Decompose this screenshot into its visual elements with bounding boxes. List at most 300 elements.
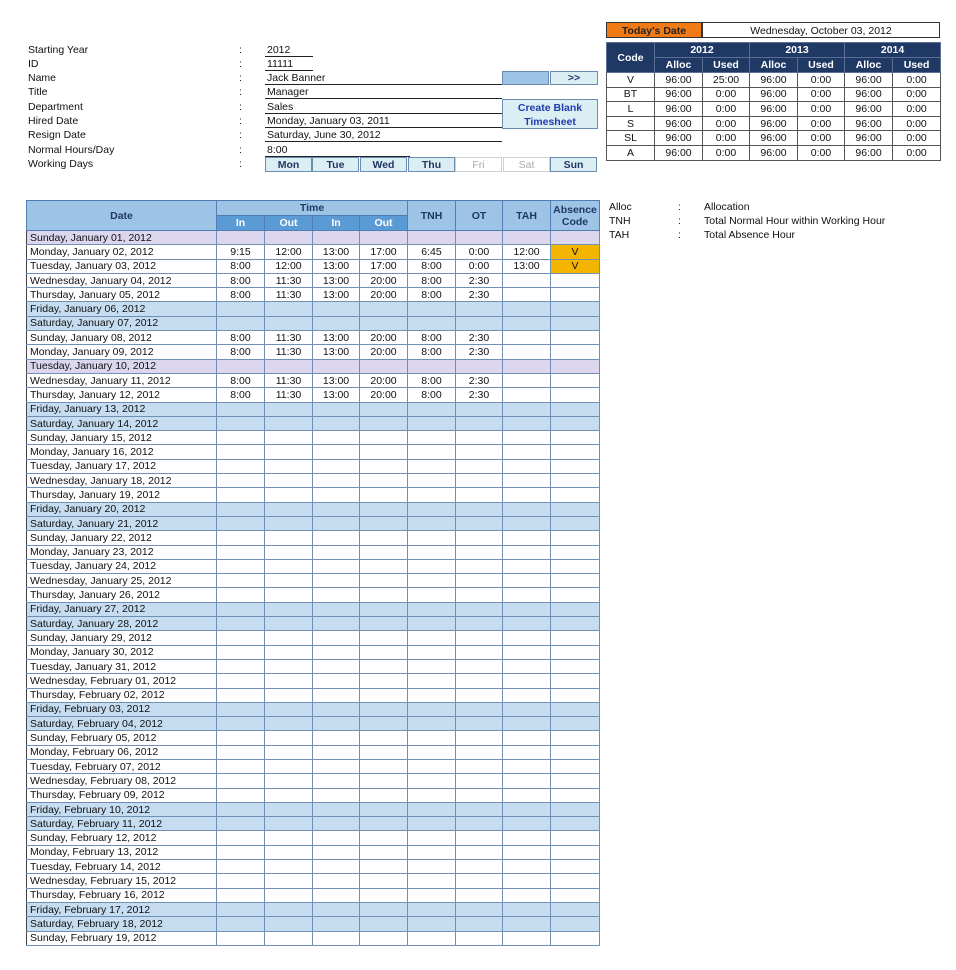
next-button[interactable]: >> bbox=[550, 71, 598, 85]
time-in-1-cell[interactable] bbox=[217, 231, 265, 245]
time-out-2-cell[interactable] bbox=[360, 402, 408, 416]
ot-cell[interactable] bbox=[456, 631, 503, 645]
tnh-cell[interactable] bbox=[408, 402, 456, 416]
ot-cell[interactable] bbox=[456, 717, 503, 731]
time-in-2-cell[interactable]: 13:00 bbox=[313, 373, 360, 387]
ot-cell[interactable] bbox=[456, 831, 503, 845]
working-day-sat[interactable]: Sat bbox=[503, 157, 550, 172]
absence-code-cell[interactable] bbox=[551, 874, 600, 888]
absence-code-cell[interactable] bbox=[551, 931, 600, 945]
time-out-2-cell[interactable]: 20:00 bbox=[360, 388, 408, 402]
ot-cell[interactable] bbox=[456, 617, 503, 631]
ot-cell[interactable] bbox=[456, 488, 503, 502]
tah-cell[interactable] bbox=[503, 774, 551, 788]
tnh-cell[interactable] bbox=[408, 631, 456, 645]
tah-cell[interactable] bbox=[503, 759, 551, 773]
time-out-2-cell[interactable] bbox=[360, 488, 408, 502]
time-in-2-cell[interactable] bbox=[313, 302, 360, 316]
time-in-1-cell[interactable] bbox=[217, 731, 265, 745]
tah-cell[interactable] bbox=[503, 516, 551, 530]
time-in-1-cell[interactable] bbox=[217, 774, 265, 788]
tah-cell[interactable] bbox=[503, 388, 551, 402]
absence-code-cell[interactable] bbox=[551, 474, 600, 488]
id-field[interactable]: 11111 bbox=[265, 57, 313, 71]
time-in-2-cell[interactable] bbox=[313, 717, 360, 731]
tah-cell[interactable] bbox=[503, 860, 551, 874]
time-out-2-cell[interactable] bbox=[360, 759, 408, 773]
time-out-2-cell[interactable] bbox=[360, 574, 408, 588]
time-out-2-cell[interactable] bbox=[360, 559, 408, 573]
time-out-2-cell[interactable] bbox=[360, 788, 408, 802]
time-out-1-cell[interactable] bbox=[265, 231, 313, 245]
ot-cell[interactable] bbox=[456, 359, 503, 373]
time-in-2-cell[interactable] bbox=[313, 431, 360, 445]
ot-cell[interactable] bbox=[456, 845, 503, 859]
time-out-2-cell[interactable] bbox=[360, 874, 408, 888]
tah-cell[interactable] bbox=[503, 316, 551, 330]
time-in-2-cell[interactable] bbox=[313, 617, 360, 631]
time-out-2-cell[interactable] bbox=[360, 688, 408, 702]
time-in-2-cell[interactable] bbox=[313, 416, 360, 430]
time-out-2-cell[interactable]: 20:00 bbox=[360, 373, 408, 387]
time-in-2-cell[interactable]: 13:00 bbox=[313, 245, 360, 259]
time-in-2-cell[interactable] bbox=[313, 531, 360, 545]
ot-cell[interactable] bbox=[456, 745, 503, 759]
tnh-cell[interactable] bbox=[408, 588, 456, 602]
tah-cell[interactable] bbox=[503, 373, 551, 387]
time-out-1-cell[interactable] bbox=[265, 302, 313, 316]
time-out-2-cell[interactable] bbox=[360, 731, 408, 745]
absence-code-cell[interactable] bbox=[551, 617, 600, 631]
absence-code-cell[interactable] bbox=[551, 516, 600, 530]
time-out-2-cell[interactable] bbox=[360, 316, 408, 330]
time-in-1-cell[interactable] bbox=[217, 402, 265, 416]
tnh-cell[interactable] bbox=[408, 516, 456, 530]
time-out-1-cell[interactable] bbox=[265, 631, 313, 645]
time-out-1-cell[interactable] bbox=[265, 516, 313, 530]
tah-cell[interactable] bbox=[503, 359, 551, 373]
tah-cell[interactable] bbox=[503, 659, 551, 673]
absence-code-cell[interactable] bbox=[551, 359, 600, 373]
create-blank-timesheet-button[interactable] bbox=[502, 99, 598, 129]
tah-cell[interactable] bbox=[503, 302, 551, 316]
tnh-cell[interactable] bbox=[408, 817, 456, 831]
time-out-2-cell[interactable] bbox=[360, 659, 408, 673]
time-out-1-cell[interactable] bbox=[265, 874, 313, 888]
time-out-1-cell[interactable] bbox=[265, 359, 313, 373]
ot-cell[interactable]: 0:00 bbox=[456, 259, 503, 273]
absence-code-cell[interactable] bbox=[551, 231, 600, 245]
tnh-cell[interactable]: 8:00 bbox=[408, 388, 456, 402]
tnh-cell[interactable] bbox=[408, 659, 456, 673]
tah-cell[interactable] bbox=[503, 559, 551, 573]
time-out-2-cell[interactable] bbox=[360, 902, 408, 916]
time-out-2-cell[interactable] bbox=[360, 845, 408, 859]
tnh-cell[interactable] bbox=[408, 731, 456, 745]
absence-code-cell[interactable] bbox=[551, 631, 600, 645]
time-out-2-cell[interactable] bbox=[360, 588, 408, 602]
ot-cell[interactable]: 2:30 bbox=[456, 273, 503, 287]
tah-cell[interactable] bbox=[503, 931, 551, 945]
ot-cell[interactable] bbox=[456, 931, 503, 945]
time-in-1-cell[interactable]: 8:00 bbox=[217, 345, 265, 359]
tnh-cell[interactable]: 8:00 bbox=[408, 288, 456, 302]
tah-cell[interactable] bbox=[503, 445, 551, 459]
time-out-1-cell[interactable] bbox=[265, 588, 313, 602]
tah-cell[interactable] bbox=[503, 631, 551, 645]
tnh-cell[interactable] bbox=[408, 602, 456, 616]
time-out-1-cell[interactable] bbox=[265, 774, 313, 788]
tnh-cell[interactable]: 8:00 bbox=[408, 259, 456, 273]
time-in-2-cell[interactable] bbox=[313, 602, 360, 616]
time-in-2-cell[interactable]: 13:00 bbox=[313, 259, 360, 273]
time-in-2-cell[interactable] bbox=[313, 502, 360, 516]
time-in-1-cell[interactable] bbox=[217, 416, 265, 430]
ot-cell[interactable] bbox=[456, 802, 503, 816]
time-in-1-cell[interactable] bbox=[217, 588, 265, 602]
tah-cell[interactable] bbox=[503, 431, 551, 445]
time-in-2-cell[interactable] bbox=[313, 359, 360, 373]
absence-code-cell[interactable] bbox=[551, 888, 600, 902]
tah-cell[interactable] bbox=[503, 602, 551, 616]
time-in-1-cell[interactable] bbox=[217, 545, 265, 559]
time-in-1-cell[interactable] bbox=[217, 645, 265, 659]
tah-cell[interactable] bbox=[503, 745, 551, 759]
time-in-2-cell[interactable] bbox=[313, 831, 360, 845]
time-in-1-cell[interactable] bbox=[217, 831, 265, 845]
time-in-1-cell[interactable]: 8:00 bbox=[217, 388, 265, 402]
tah-cell[interactable] bbox=[503, 917, 551, 931]
time-in-1-cell[interactable] bbox=[217, 502, 265, 516]
time-in-1-cell[interactable] bbox=[217, 888, 265, 902]
time-in-2-cell[interactable] bbox=[313, 745, 360, 759]
time-out-1-cell[interactable] bbox=[265, 802, 313, 816]
time-in-2-cell[interactable] bbox=[313, 231, 360, 245]
tah-cell[interactable] bbox=[503, 902, 551, 916]
time-out-2-cell[interactable] bbox=[360, 831, 408, 845]
time-out-1-cell[interactable] bbox=[265, 888, 313, 902]
time-out-2-cell[interactable] bbox=[360, 717, 408, 731]
ot-cell[interactable] bbox=[456, 231, 503, 245]
time-in-1-cell[interactable] bbox=[217, 631, 265, 645]
absence-code-cell[interactable] bbox=[551, 745, 600, 759]
time-in-2-cell[interactable] bbox=[313, 888, 360, 902]
absence-code-cell[interactable] bbox=[551, 559, 600, 573]
tnh-cell[interactable] bbox=[408, 459, 456, 473]
resign-date-field[interactable]: Saturday, June 30, 2012 bbox=[265, 128, 502, 142]
ot-cell[interactable] bbox=[456, 774, 503, 788]
tnh-cell[interactable] bbox=[408, 431, 456, 445]
time-out-1-cell[interactable] bbox=[265, 917, 313, 931]
ot-cell[interactable] bbox=[456, 902, 503, 916]
time-out-1-cell[interactable] bbox=[265, 788, 313, 802]
time-in-2-cell[interactable] bbox=[313, 917, 360, 931]
hired-date-field[interactable]: Monday, January 03, 2011 bbox=[265, 114, 502, 128]
absence-code-cell[interactable] bbox=[551, 588, 600, 602]
absence-code-cell[interactable] bbox=[551, 831, 600, 845]
ot-cell[interactable] bbox=[456, 602, 503, 616]
time-out-1-cell[interactable]: 11:30 bbox=[265, 388, 313, 402]
time-in-2-cell[interactable]: 13:00 bbox=[313, 388, 360, 402]
ot-cell[interactable] bbox=[456, 674, 503, 688]
absence-code-cell[interactable] bbox=[551, 702, 600, 716]
time-out-2-cell[interactable] bbox=[360, 802, 408, 816]
time-in-2-cell[interactable] bbox=[313, 674, 360, 688]
tah-cell[interactable] bbox=[503, 273, 551, 287]
time-in-1-cell[interactable] bbox=[217, 574, 265, 588]
ot-cell[interactable] bbox=[456, 688, 503, 702]
tnh-cell[interactable] bbox=[408, 745, 456, 759]
time-in-1-cell[interactable] bbox=[217, 759, 265, 773]
department-field[interactable]: Sales bbox=[265, 100, 502, 114]
time-out-2-cell[interactable] bbox=[360, 459, 408, 473]
tnh-cell[interactable]: 8:00 bbox=[408, 373, 456, 387]
time-out-2-cell[interactable]: 20:00 bbox=[360, 288, 408, 302]
time-out-2-cell[interactable]: 20:00 bbox=[360, 345, 408, 359]
tnh-cell[interactable] bbox=[408, 917, 456, 931]
tnh-cell[interactable] bbox=[408, 874, 456, 888]
time-in-1-cell[interactable] bbox=[217, 788, 265, 802]
time-in-1-cell[interactable] bbox=[217, 688, 265, 702]
tah-cell[interactable] bbox=[503, 416, 551, 430]
time-out-1-cell[interactable] bbox=[265, 602, 313, 616]
time-in-2-cell[interactable] bbox=[313, 459, 360, 473]
time-out-1-cell[interactable]: 11:30 bbox=[265, 288, 313, 302]
time-out-1-cell[interactable] bbox=[265, 759, 313, 773]
time-out-2-cell[interactable] bbox=[360, 431, 408, 445]
tnh-cell[interactable]: 8:00 bbox=[408, 331, 456, 345]
tnh-cell[interactable] bbox=[408, 617, 456, 631]
time-in-1-cell[interactable]: 8:00 bbox=[217, 373, 265, 387]
time-out-2-cell[interactable] bbox=[360, 631, 408, 645]
tah-cell[interactable] bbox=[503, 402, 551, 416]
time-in-2-cell[interactable] bbox=[313, 516, 360, 530]
time-out-1-cell[interactable] bbox=[265, 474, 313, 488]
absence-code-cell[interactable] bbox=[551, 373, 600, 387]
absence-code-cell[interactable] bbox=[551, 302, 600, 316]
absence-code-cell[interactable] bbox=[551, 902, 600, 916]
absence-code-cell[interactable] bbox=[551, 574, 600, 588]
time-in-1-cell[interactable] bbox=[217, 302, 265, 316]
ot-cell[interactable] bbox=[456, 416, 503, 430]
time-in-2-cell[interactable] bbox=[313, 774, 360, 788]
time-out-2-cell[interactable]: 17:00 bbox=[360, 245, 408, 259]
time-out-2-cell[interactable] bbox=[360, 917, 408, 931]
tnh-cell[interactable]: 8:00 bbox=[408, 345, 456, 359]
time-in-1-cell[interactable] bbox=[217, 559, 265, 573]
tah-cell[interactable] bbox=[503, 888, 551, 902]
time-in-1-cell[interactable] bbox=[217, 431, 265, 445]
time-out-2-cell[interactable] bbox=[360, 745, 408, 759]
ot-cell[interactable] bbox=[456, 516, 503, 530]
absence-code-cell[interactable] bbox=[551, 388, 600, 402]
time-out-2-cell[interactable] bbox=[360, 416, 408, 430]
tah-cell[interactable]: 12:00 bbox=[503, 245, 551, 259]
time-out-1-cell[interactable] bbox=[265, 845, 313, 859]
tnh-cell[interactable] bbox=[408, 559, 456, 573]
ot-cell[interactable]: 2:30 bbox=[456, 373, 503, 387]
time-in-1-cell[interactable] bbox=[217, 359, 265, 373]
time-in-1-cell[interactable] bbox=[217, 717, 265, 731]
time-in-2-cell[interactable] bbox=[313, 645, 360, 659]
working-day-sun[interactable]: Sun bbox=[550, 157, 597, 172]
tnh-cell[interactable] bbox=[408, 774, 456, 788]
absence-code-cell[interactable] bbox=[551, 502, 600, 516]
time-in-1-cell[interactable] bbox=[217, 516, 265, 530]
tnh-cell[interactable] bbox=[408, 717, 456, 731]
time-in-2-cell[interactable]: 13:00 bbox=[313, 345, 360, 359]
tah-cell[interactable] bbox=[503, 502, 551, 516]
time-in-2-cell[interactable] bbox=[313, 545, 360, 559]
absence-code-cell[interactable] bbox=[551, 688, 600, 702]
tnh-cell[interactable] bbox=[408, 759, 456, 773]
time-out-2-cell[interactable] bbox=[360, 774, 408, 788]
time-out-1-cell[interactable] bbox=[265, 531, 313, 545]
ot-cell[interactable] bbox=[456, 888, 503, 902]
absence-code-cell[interactable] bbox=[551, 416, 600, 430]
time-in-1-cell[interactable] bbox=[217, 917, 265, 931]
time-in-2-cell[interactable] bbox=[313, 874, 360, 888]
time-out-2-cell[interactable] bbox=[360, 931, 408, 945]
time-out-1-cell[interactable] bbox=[265, 902, 313, 916]
time-out-1-cell[interactable] bbox=[265, 831, 313, 845]
tnh-cell[interactable] bbox=[408, 788, 456, 802]
time-out-1-cell[interactable] bbox=[265, 488, 313, 502]
ot-cell[interactable] bbox=[456, 659, 503, 673]
ot-cell[interactable] bbox=[456, 588, 503, 602]
tah-cell[interactable] bbox=[503, 817, 551, 831]
tnh-cell[interactable] bbox=[408, 702, 456, 716]
time-out-1-cell[interactable]: 11:30 bbox=[265, 331, 313, 345]
tnh-cell[interactable] bbox=[408, 545, 456, 559]
time-out-1-cell[interactable] bbox=[265, 459, 313, 473]
time-in-2-cell[interactable] bbox=[313, 588, 360, 602]
time-in-1-cell[interactable] bbox=[217, 902, 265, 916]
absence-code-cell[interactable] bbox=[551, 645, 600, 659]
starting-year-field[interactable]: 2012 bbox=[265, 43, 313, 57]
absence-code-cell[interactable] bbox=[551, 860, 600, 874]
ot-cell[interactable] bbox=[456, 645, 503, 659]
time-out-1-cell[interactable] bbox=[265, 431, 313, 445]
time-out-1-cell[interactable] bbox=[265, 402, 313, 416]
time-in-1-cell[interactable] bbox=[217, 459, 265, 473]
time-in-2-cell[interactable] bbox=[313, 574, 360, 588]
absence-code-cell[interactable]: V bbox=[551, 259, 600, 273]
time-in-2-cell[interactable] bbox=[313, 488, 360, 502]
tah-cell[interactable] bbox=[503, 531, 551, 545]
time-in-1-cell[interactable]: 8:00 bbox=[217, 288, 265, 302]
time-out-2-cell[interactable] bbox=[360, 474, 408, 488]
ot-cell[interactable]: 2:30 bbox=[456, 345, 503, 359]
ot-cell[interactable] bbox=[456, 731, 503, 745]
absence-code-cell[interactable] bbox=[551, 717, 600, 731]
time-out-1-cell[interactable]: 11:30 bbox=[265, 273, 313, 287]
tah-cell[interactable]: 13:00 bbox=[503, 259, 551, 273]
tnh-cell[interactable] bbox=[408, 888, 456, 902]
time-in-2-cell[interactable] bbox=[313, 802, 360, 816]
absence-code-cell[interactable] bbox=[551, 345, 600, 359]
ot-cell[interactable] bbox=[456, 559, 503, 573]
ot-cell[interactable] bbox=[456, 917, 503, 931]
time-out-1-cell[interactable]: 12:00 bbox=[265, 245, 313, 259]
time-in-2-cell[interactable] bbox=[313, 931, 360, 945]
absence-code-cell[interactable] bbox=[551, 917, 600, 931]
time-out-1-cell[interactable] bbox=[265, 502, 313, 516]
time-in-2-cell[interactable] bbox=[313, 860, 360, 874]
time-out-1-cell[interactable] bbox=[265, 416, 313, 430]
working-day-wed[interactable]: Wed bbox=[360, 157, 407, 172]
absence-code-cell[interactable] bbox=[551, 817, 600, 831]
tah-cell[interactable] bbox=[503, 474, 551, 488]
time-in-1-cell[interactable] bbox=[217, 617, 265, 631]
time-out-1-cell[interactable] bbox=[265, 574, 313, 588]
title-field[interactable]: Manager bbox=[265, 85, 502, 99]
time-in-2-cell[interactable] bbox=[313, 688, 360, 702]
absence-code-cell[interactable] bbox=[551, 402, 600, 416]
time-in-1-cell[interactable] bbox=[217, 817, 265, 831]
time-out-2-cell[interactable] bbox=[360, 445, 408, 459]
time-in-1-cell[interactable] bbox=[217, 474, 265, 488]
time-out-2-cell[interactable] bbox=[360, 231, 408, 245]
absence-code-cell[interactable] bbox=[551, 674, 600, 688]
tah-cell[interactable] bbox=[503, 788, 551, 802]
tah-cell[interactable] bbox=[503, 231, 551, 245]
tah-cell[interactable] bbox=[503, 545, 551, 559]
time-out-2-cell[interactable] bbox=[360, 888, 408, 902]
time-out-1-cell[interactable]: 12:00 bbox=[265, 259, 313, 273]
tah-cell[interactable] bbox=[503, 874, 551, 888]
absence-code-cell[interactable]: V bbox=[551, 245, 600, 259]
time-out-2-cell[interactable]: 17:00 bbox=[360, 259, 408, 273]
tah-cell[interactable] bbox=[503, 802, 551, 816]
absence-code-cell[interactable] bbox=[551, 488, 600, 502]
time-in-2-cell[interactable] bbox=[313, 445, 360, 459]
absence-code-cell[interactable] bbox=[551, 288, 600, 302]
time-in-2-cell[interactable]: 13:00 bbox=[313, 273, 360, 287]
time-in-1-cell[interactable] bbox=[217, 802, 265, 816]
time-out-2-cell[interactable]: 20:00 bbox=[360, 273, 408, 287]
absence-code-cell[interactable] bbox=[551, 788, 600, 802]
tnh-cell[interactable] bbox=[408, 502, 456, 516]
time-out-2-cell[interactable]: 20:00 bbox=[360, 331, 408, 345]
name-selector-box[interactable] bbox=[502, 71, 549, 85]
time-out-2-cell[interactable] bbox=[360, 860, 408, 874]
ot-cell[interactable] bbox=[456, 502, 503, 516]
time-out-1-cell[interactable] bbox=[265, 617, 313, 631]
time-out-1-cell[interactable] bbox=[265, 674, 313, 688]
ot-cell[interactable] bbox=[456, 759, 503, 773]
time-out-1-cell[interactable] bbox=[265, 817, 313, 831]
time-out-1-cell[interactable] bbox=[265, 445, 313, 459]
time-out-1-cell[interactable] bbox=[265, 659, 313, 673]
time-out-2-cell[interactable] bbox=[360, 617, 408, 631]
tnh-cell[interactable] bbox=[408, 802, 456, 816]
tah-cell[interactable] bbox=[503, 459, 551, 473]
time-out-2-cell[interactable] bbox=[360, 645, 408, 659]
tnh-cell[interactable] bbox=[408, 845, 456, 859]
time-in-1-cell[interactable] bbox=[217, 531, 265, 545]
tnh-cell[interactable] bbox=[408, 488, 456, 502]
tah-cell[interactable] bbox=[503, 488, 551, 502]
tnh-cell[interactable] bbox=[408, 688, 456, 702]
time-out-1-cell[interactable] bbox=[265, 545, 313, 559]
time-in-2-cell[interactable] bbox=[313, 702, 360, 716]
tnh-cell[interactable] bbox=[408, 231, 456, 245]
time-in-1-cell[interactable] bbox=[217, 702, 265, 716]
time-in-1-cell[interactable]: 8:00 bbox=[217, 259, 265, 273]
tah-cell[interactable] bbox=[503, 731, 551, 745]
ot-cell[interactable] bbox=[456, 788, 503, 802]
